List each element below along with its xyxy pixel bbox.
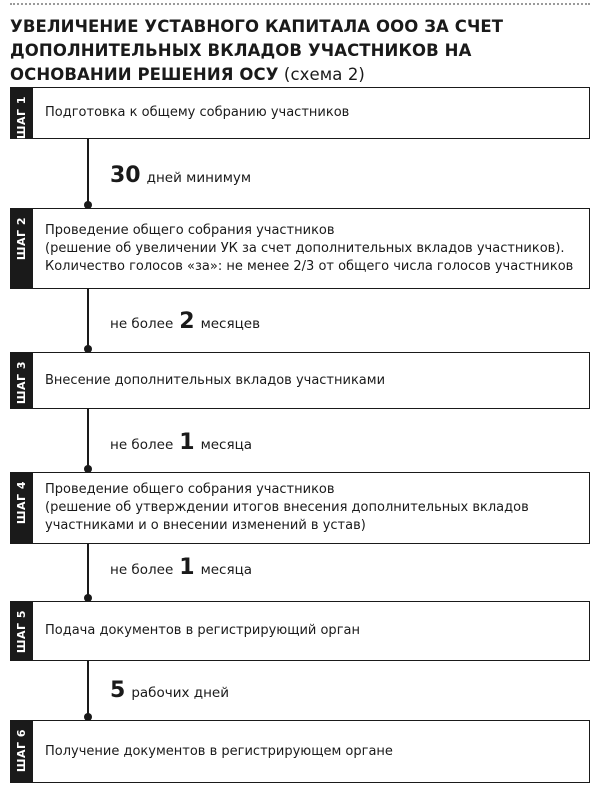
- step-1-label: ШАГ 1: [15, 96, 28, 140]
- interval-4-suffix: месяца: [200, 562, 253, 578]
- step-4-label: ШАГ 4: [15, 481, 28, 525]
- connector-3-4: [87, 409, 89, 472]
- interval-5-suffix: рабочих дней: [131, 685, 230, 701]
- interval-5-number: 5: [110, 678, 126, 703]
- step-3-box: [10, 352, 590, 409]
- step-1-line-1: Подготовка к общему собранию участников: [45, 105, 350, 120]
- step-2-box: [10, 208, 590, 289]
- diagram-title: [10, 15, 595, 87]
- interval-1-suffix: дней минимум: [146, 170, 252, 186]
- connector-1-2: [87, 139, 89, 208]
- step-2-line-2: (решение об увеличении УК за счет дополнительных вкладов участников).: [45, 240, 565, 256]
- step-4-box: [10, 472, 590, 544]
- step-2-line-1: Проведение общего собрания участников: [45, 222, 335, 238]
- step-6-box: [10, 720, 590, 783]
- step-4-tab: [11, 473, 33, 543]
- interval-4-number: 1: [179, 555, 195, 580]
- step-5-tab: [11, 602, 33, 660]
- step-2-label: ШАГ 2: [15, 217, 28, 261]
- step-2-line-3: Количество голосов «за»: не менее 2/3 от общего числа голосов участников: [45, 258, 574, 274]
- interval-3: [110, 430, 252, 455]
- interval-3-prefix: не более: [110, 437, 174, 453]
- step-5-line-1: Подача документов в регистрирующий орган: [45, 623, 360, 638]
- connector-5-6: [87, 661, 89, 720]
- interval-2-prefix: не более: [110, 316, 174, 332]
- step-2-tab: [11, 209, 33, 288]
- step-1-box: [10, 87, 590, 139]
- step-3-tab: [11, 353, 33, 408]
- interval-4-prefix: не более: [110, 562, 174, 578]
- interval-4: [110, 555, 252, 580]
- step-6-line-1: Получение документов в регистрирующем органе: [45, 743, 393, 759]
- interval-1: [110, 163, 251, 188]
- step-3-label: ШАГ 3: [15, 361, 28, 405]
- title-scheme-note: (схема 2): [283, 65, 365, 84]
- interval-5: [110, 678, 229, 703]
- step-6-tab: [11, 721, 33, 782]
- interval-1-number: 30: [110, 163, 141, 188]
- title-bold: УВЕЛИЧЕНИЕ УСТАВНОГО КАПИТАЛА ООО ЗА СЧЕТ ДОПОЛНИТЕЛЬНЫХ ВКЛАДОВ УЧАСТНИКОВ НА ОСНОВАНИИ РЕШЕНИЯ ОСУ: [10, 17, 504, 84]
- connector-4-5: [87, 544, 89, 601]
- step-6-body: [33, 721, 401, 782]
- step-5-box: [10, 601, 590, 661]
- interval-3-number: 1: [179, 430, 195, 455]
- interval-3-suffix: месяца: [200, 437, 253, 453]
- top-dotted-divider: [10, 3, 590, 5]
- step-3-body: [33, 353, 393, 408]
- step-5-body: [33, 602, 368, 660]
- interval-2: [110, 309, 260, 334]
- step-4-line-2: (решение об утверждении итогов внесения дополнительных вкладов: [45, 500, 529, 515]
- step-6-label: ШАГ 6: [15, 729, 28, 773]
- interval-2-number: 2: [179, 309, 195, 334]
- step-4-line-1: Проведение общего собрания участников: [45, 482, 335, 497]
- step-2-body: [33, 209, 581, 288]
- connector-2-3: [87, 289, 89, 352]
- interval-2-suffix: месяцев: [200, 316, 261, 332]
- step-4-line-3: участниками и о внесении изменений в устав): [45, 518, 366, 533]
- step-4-body: [33, 473, 537, 543]
- step-5-label: ШАГ 5: [15, 610, 28, 654]
- step-3-line-1: Внесение дополнительных вкладов участниками: [45, 372, 386, 388]
- step-1-tab: [11, 88, 33, 138]
- step-1-body: [33, 88, 357, 138]
